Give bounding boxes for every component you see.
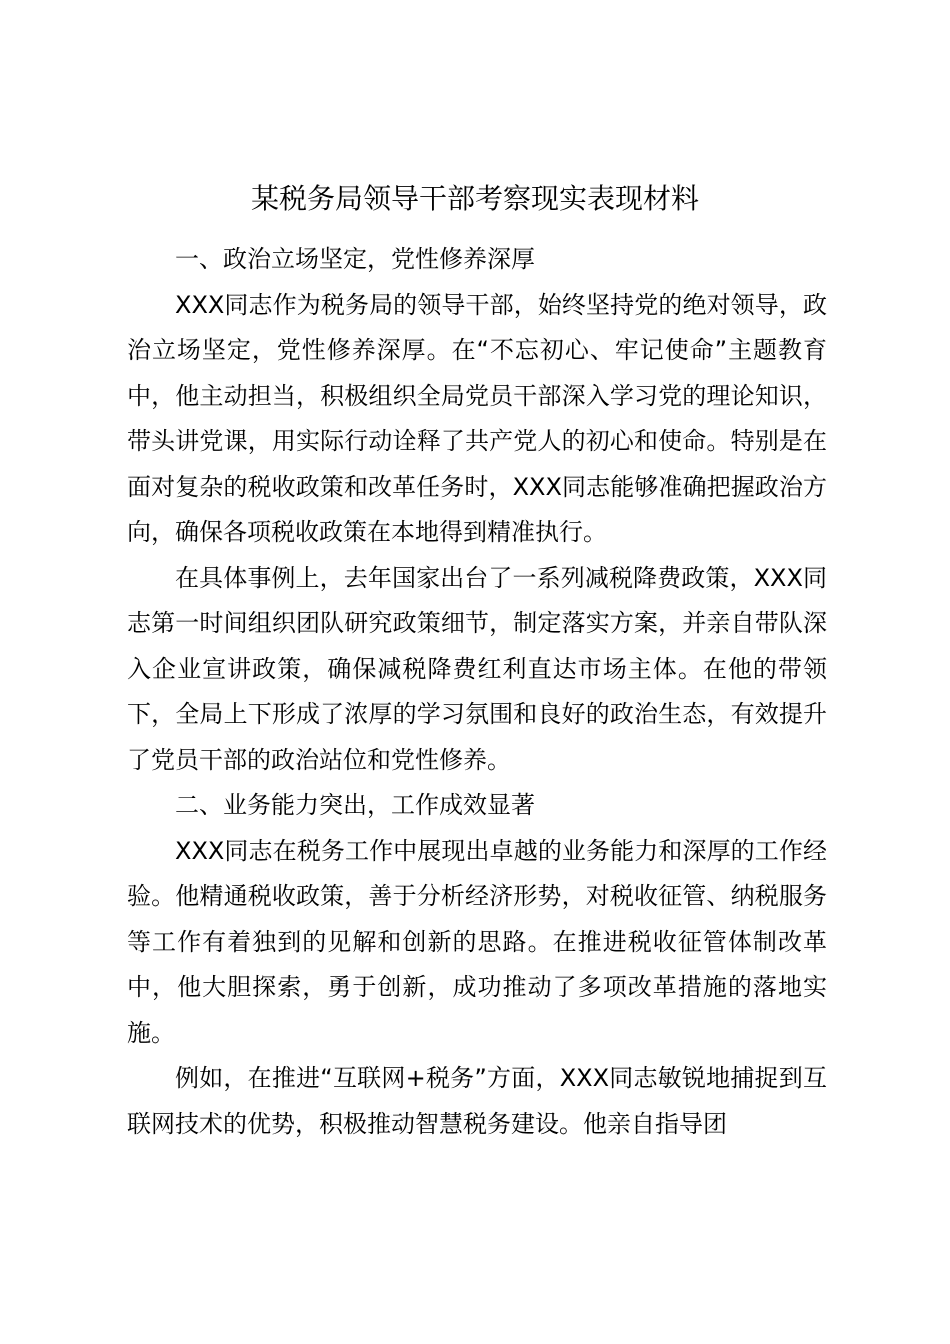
section-heading-business: 二、业务能力突出，工作成效显著	[175, 791, 535, 819]
section-heading-political: 一、政治立场坚定，党性修养深厚	[175, 245, 535, 273]
paragraph-tax-reduction-example: 在具体事例上，去年国家出台了一系列减税降费政策，XXX同志第一时间组织团队研究政策细节，制定落实方案，并亲自带队深入企业宣讲政策，确保减税降费红利直达市场主体。在他的带领下，全局上下形成了浓厚的学习氛围和良好的政治生态，有效提升了党员干部的政治站位和党性修养。	[127, 563, 827, 774]
paragraph-internet-tax-example: 例如，在推进“互联网+税务”方面，XXX同志敏锐地捕捉到互联网技术的优势，积极推动智慧税务建设。他亲自指导团	[127, 1064, 827, 1138]
document-body	[127, 237, 827, 1147]
paragraph-political-stance: XXX同志作为税务局的领导干部，始终坚持党的绝对领导，政治立场坚定，党性修养深厚。在“不忘初心、牢记使命”主题教育中，他主动担当，积极组织全局党员干部深入学习党的理论知识，带头讲党课，用实际行动诠释了共产党人的初心和使命。特别是在面对复杂的税收政策和改革任务时，XXX同志能够准确把握政治方向，确保各项税收政策在本地得到精准执行。	[127, 290, 827, 546]
document-title: 某税务局领导干部考察现实表现材料	[250, 182, 699, 215]
paragraph-business-ability: XXX同志在税务工作中展现出卓越的业务能力和深厚的工作经验。他精通税收政策，善于分析经济形势，对税收征管、纳税服务等工作有着独到的见解和创新的思路。在推进税收征管体制改革中，他大胆探索，勇于创新，成功推动了多项改革措施的落地实施。	[127, 836, 827, 1047]
